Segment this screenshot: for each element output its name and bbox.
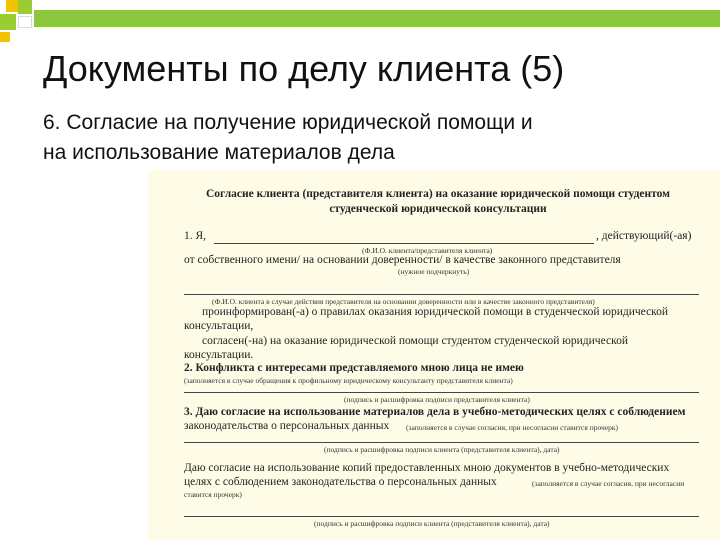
item3-sign: (подпись и расшифровка подписи клиента (представителя клиента), дата)	[324, 445, 560, 454]
item4-fill-line	[184, 516, 699, 517]
item1-para1b: консультации,	[184, 320, 254, 332]
slide-subtitle-line2: на использование материалов дела	[43, 141, 395, 164]
item3-line2: законодательства о персональных данных	[184, 420, 390, 432]
slide-subtitle-line1: 6. Согласие на получение юридической помощи и	[43, 111, 533, 134]
item3-line1: 3. Даю согласие на использование материалов дела в учебно-методических целях с соблюдением	[184, 406, 686, 418]
item2-text: 2. Конфликта с интересами представляемого мною лица не имею	[184, 362, 524, 374]
item1-para2b: консультации.	[184, 349, 254, 361]
item1-caption2: (нужное подчеркнуть)	[398, 267, 470, 276]
item2-fill-line	[184, 392, 699, 393]
decor-square-green	[18, 0, 32, 14]
item1-start: 1. Я,	[184, 230, 207, 242]
name-fill-line	[214, 243, 594, 244]
form-heading-line1: Согласие клиента (представителя клиента) на оказание юридической помощи студентом	[206, 188, 670, 200]
form-heading-line2: студенческой юридической консультации	[329, 203, 547, 215]
item1-caption: (Ф.И.О. клиента/представителя клиента)	[362, 246, 493, 255]
item4-line2: целях с соблюдением законодательства о персональных данных	[184, 476, 497, 488]
slide-title: Документы по делу клиента (5)	[43, 48, 565, 89]
accent-bar	[34, 10, 720, 27]
item1-end: , действующий(-ая)	[596, 230, 692, 242]
item3-fill-line	[184, 442, 699, 443]
scanned-consent-form	[148, 170, 720, 540]
decor-square-white	[18, 16, 32, 28]
item3-note: (заполняется в случае согласия, при несогласии ставится прочерк)	[406, 423, 619, 432]
decor-square-yellow-small	[0, 32, 10, 42]
item1-para2a: согласен(-на) на оказание юридической помощи студентом студенческой юридической	[202, 335, 628, 347]
item1-caption3: (Ф.И.О. клиента в случае действия представителя на основании доверенности или в качестве законного представителя)	[212, 297, 595, 306]
slide-subtitle	[43, 108, 683, 168]
decor-square-green-large	[0, 14, 16, 30]
item2-caption: (заполняется в случае обращения к профильному юридическому консультанту представителя клиента)	[184, 376, 513, 385]
item4-sign: (подпись и расшифровка подписи клиента (представителя клиента), дата)	[314, 519, 550, 528]
item4-note: (заполняется в случае согласия, при несогласии	[532, 479, 685, 488]
item4-line1: Даю согласие на использование копий предоставленных мною документов в учебно-методических	[184, 462, 670, 474]
item1-para1a: проинформирован(-а) о правилах оказания юридической помощи в студенческой юридической	[202, 306, 669, 318]
representative-fill-line	[184, 294, 699, 295]
item2-sign: (подпись и расшифровка подписи представителя клиента)	[344, 395, 530, 404]
decor-square-yellow	[6, 0, 18, 12]
item4-note2: ставится прочерк)	[184, 490, 242, 499]
item1-line2: от собственного имени/ на основании доверенности/ в качестве законного представителя	[184, 254, 621, 266]
